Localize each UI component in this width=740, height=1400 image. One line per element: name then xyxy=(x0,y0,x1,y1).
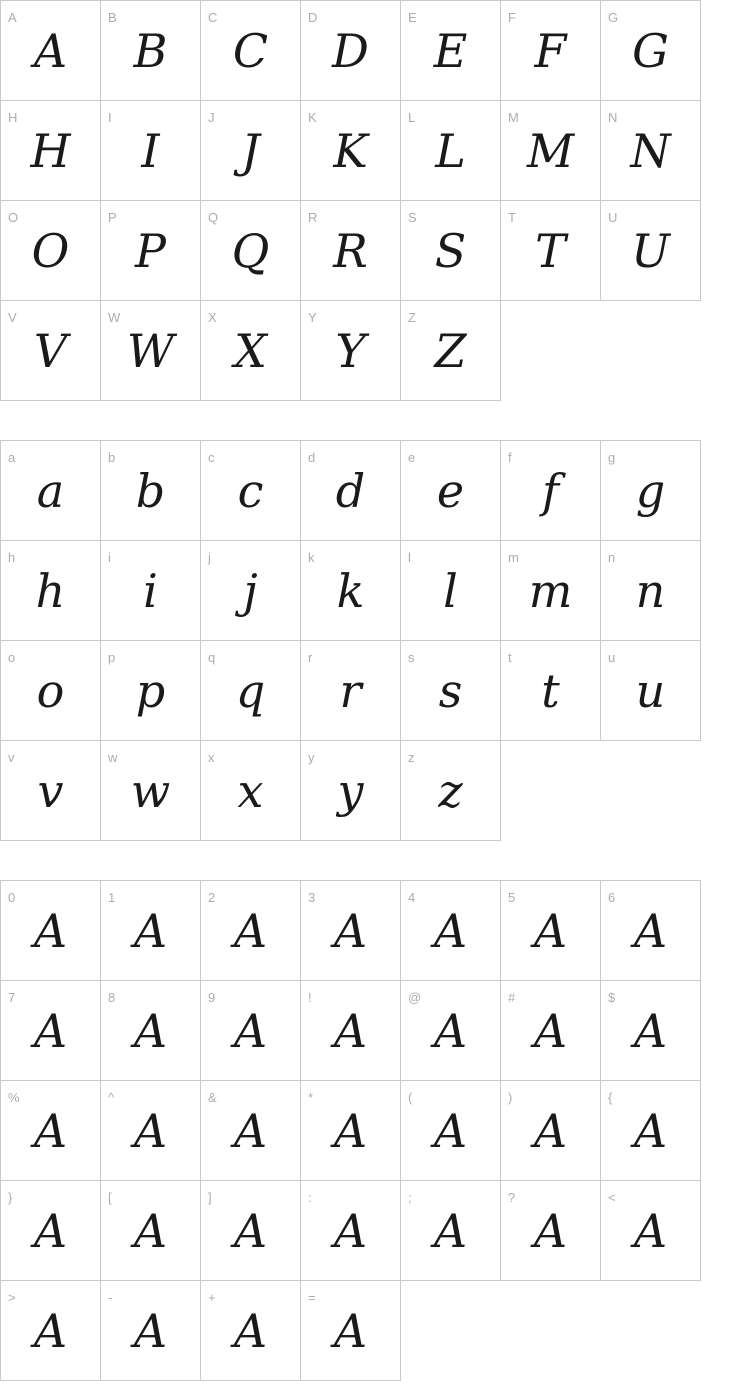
char-glyph: a xyxy=(36,464,65,518)
char-label: 0 xyxy=(8,890,16,905)
char-label: B xyxy=(108,10,117,25)
char-label: d xyxy=(308,450,316,465)
char-glyph: A xyxy=(633,1004,668,1058)
char-label: 7 xyxy=(8,990,16,1005)
char-glyph: x xyxy=(237,764,264,818)
char-cell-R xyxy=(300,200,401,301)
char-cell-{ xyxy=(600,1080,701,1181)
char-glyph: A xyxy=(433,904,468,958)
char-label: h xyxy=(8,550,16,565)
char-glyph: A xyxy=(633,1204,668,1258)
char-glyph: A xyxy=(33,904,68,958)
char-label: Q xyxy=(208,210,219,225)
char-cell-7 xyxy=(0,980,101,1081)
char-glyph: A xyxy=(333,1004,368,1058)
char-label: S xyxy=(408,210,417,225)
char-glyph: H xyxy=(30,124,71,178)
char-cell-; xyxy=(400,1180,501,1281)
char-cell-6 xyxy=(600,880,701,981)
char-glyph: M xyxy=(526,124,575,178)
char-glyph: A xyxy=(433,1104,468,1158)
char-label: % xyxy=(8,1090,20,1105)
char-label: b xyxy=(108,450,116,465)
char-label: $ xyxy=(608,990,616,1005)
char-label: y xyxy=(308,750,315,765)
char-cell-F xyxy=(500,0,601,101)
char-cell-# xyxy=(500,980,601,1081)
char-label: 8 xyxy=(108,990,116,1005)
char-label: > xyxy=(8,1290,16,1305)
char-cell-9 xyxy=(200,980,301,1081)
char-glyph: U xyxy=(631,224,670,278)
char-glyph: A xyxy=(333,904,368,958)
char-glyph: R xyxy=(333,224,368,278)
char-glyph: S xyxy=(434,224,467,278)
char-label: q xyxy=(208,650,216,665)
char-glyph: X xyxy=(234,324,267,378)
char-cell-A xyxy=(0,0,101,101)
char-label: l xyxy=(408,550,411,565)
lowercase-table xyxy=(0,440,701,841)
char-label: 6 xyxy=(608,890,616,905)
char-cell-( xyxy=(400,1080,501,1181)
char-glyph: F xyxy=(534,24,567,78)
char-label: K xyxy=(308,110,317,125)
char-label: ( xyxy=(408,1090,413,1105)
char-glyph: T xyxy=(535,224,566,278)
char-glyph: B xyxy=(133,24,168,78)
char-glyph: A xyxy=(633,904,668,958)
char-glyph: L xyxy=(435,124,466,178)
char-glyph: v xyxy=(37,764,64,818)
char-cell-V xyxy=(0,300,101,401)
char-label: : xyxy=(308,1190,312,1205)
char-glyph: n xyxy=(635,564,666,618)
char-glyph: N xyxy=(630,124,671,178)
char-cell-C xyxy=(200,0,301,101)
char-cell-l xyxy=(400,540,501,641)
char-label: ; xyxy=(408,1190,412,1205)
char-row xyxy=(0,740,701,841)
char-glyph: u xyxy=(635,664,666,718)
char-glyph: Y xyxy=(335,324,366,378)
char-glyph: A xyxy=(533,1004,568,1058)
char-cell-E xyxy=(400,0,501,101)
char-cell-+ xyxy=(200,1280,301,1381)
char-label: A xyxy=(8,10,17,25)
char-glyph: A xyxy=(33,24,68,78)
char-glyph: m xyxy=(528,564,573,618)
char-row xyxy=(0,1280,701,1381)
char-label: D xyxy=(308,10,318,25)
char-cell-5 xyxy=(500,880,601,981)
char-cell-= xyxy=(300,1280,401,1381)
char-glyph: k xyxy=(336,564,365,618)
char-label: w xyxy=(108,750,118,765)
char-label: 1 xyxy=(108,890,116,905)
char-cell-G xyxy=(600,0,701,101)
char-label: + xyxy=(208,1290,216,1305)
char-label: T xyxy=(508,210,516,225)
char-cell-] xyxy=(200,1180,301,1281)
char-label: * xyxy=(308,1090,314,1105)
char-glyph: i xyxy=(143,564,158,618)
char-glyph: A xyxy=(233,1004,268,1058)
char-row xyxy=(0,880,701,981)
char-row xyxy=(0,100,701,201)
char-glyph: E xyxy=(433,24,468,78)
char-glyph: e xyxy=(436,464,465,518)
char-glyph: A xyxy=(333,1104,368,1158)
char-glyph: s xyxy=(438,664,463,718)
char-glyph: A xyxy=(133,1004,168,1058)
char-label: - xyxy=(108,1290,113,1305)
char-cell-g xyxy=(600,440,701,541)
char-label: = xyxy=(308,1290,316,1305)
symbols-table xyxy=(0,880,701,1381)
char-label: c xyxy=(208,450,215,465)
char-cell-: xyxy=(300,1180,401,1281)
char-label: ^ xyxy=(108,1090,115,1105)
char-cell-b xyxy=(100,440,201,541)
char-label: k xyxy=(308,550,315,565)
char-cell-z xyxy=(400,740,501,841)
char-label: p xyxy=(108,650,116,665)
char-glyph: A xyxy=(533,1104,568,1158)
char-cell-W xyxy=(100,300,201,401)
char-label: e xyxy=(408,450,416,465)
char-glyph: g xyxy=(635,464,666,518)
char-cell-d xyxy=(300,440,401,541)
char-label: 3 xyxy=(308,890,316,905)
char-cell-) xyxy=(500,1080,601,1181)
char-cell-8 xyxy=(100,980,201,1081)
char-cell-i xyxy=(100,540,201,641)
char-glyph: A xyxy=(233,1304,268,1358)
char-label: f xyxy=(508,450,512,465)
char-cell-B xyxy=(100,0,201,101)
char-glyph: A xyxy=(33,1204,68,1258)
char-glyph: p xyxy=(135,664,166,718)
char-row xyxy=(0,640,701,741)
uppercase-table xyxy=(0,0,701,401)
char-glyph: J xyxy=(241,124,260,178)
char-glyph: Q xyxy=(231,224,270,278)
char-glyph: A xyxy=(233,1204,268,1258)
char-label: g xyxy=(608,450,616,465)
char-label: o xyxy=(8,650,16,665)
char-cell-O xyxy=(0,200,101,301)
char-cell-s xyxy=(400,640,501,741)
char-label: x xyxy=(208,750,215,765)
char-cell-< xyxy=(600,1180,701,1281)
char-label: ? xyxy=(508,1190,516,1205)
char-cell-o xyxy=(0,640,101,741)
char-label: j xyxy=(208,550,211,565)
char-cell-v xyxy=(0,740,101,841)
char-glyph: I xyxy=(141,124,160,178)
char-cell-^ xyxy=(100,1080,201,1181)
char-cell-& xyxy=(200,1080,301,1181)
char-glyph: A xyxy=(533,1204,568,1258)
char-label: 5 xyxy=(508,890,516,905)
char-glyph: A xyxy=(533,904,568,958)
char-cell-n xyxy=(600,540,701,641)
char-label: & xyxy=(208,1090,217,1105)
char-glyph: A xyxy=(133,1204,168,1258)
char-label: 9 xyxy=(208,990,216,1005)
char-label: n xyxy=(608,550,616,565)
char-glyph: A xyxy=(133,904,168,958)
char-cell-* xyxy=(300,1080,401,1181)
char-cell-K xyxy=(300,100,401,201)
char-glyph: A xyxy=(633,1104,668,1158)
char-label: N xyxy=(608,110,618,125)
char-label: C xyxy=(208,10,218,25)
char-glyph: A xyxy=(33,1004,68,1058)
char-label: r xyxy=(308,650,313,665)
char-cell-Y xyxy=(300,300,401,401)
char-glyph: A xyxy=(233,1104,268,1158)
char-cell-- xyxy=(100,1280,201,1381)
char-label: E xyxy=(408,10,417,25)
char-cell-M xyxy=(500,100,601,201)
char-glyph: j xyxy=(243,564,258,618)
char-label: 4 xyxy=(408,890,416,905)
char-cell-c xyxy=(200,440,301,541)
char-label: i xyxy=(108,550,111,565)
char-row xyxy=(0,300,701,401)
char-glyph: Z xyxy=(434,324,467,378)
char-cell-D xyxy=(300,0,401,101)
char-cell-h xyxy=(0,540,101,641)
char-glyph: l xyxy=(443,564,458,618)
char-cell-} xyxy=(0,1180,101,1281)
char-cell-> xyxy=(0,1280,101,1381)
char-label: W xyxy=(108,310,121,325)
char-cell-T xyxy=(500,200,601,301)
char-label: z xyxy=(408,750,415,765)
char-cell-y xyxy=(300,740,401,841)
char-cell-J xyxy=(200,100,301,201)
char-glyph: h xyxy=(35,564,66,618)
char-label: M xyxy=(508,110,519,125)
char-label: V xyxy=(8,310,17,325)
char-cell-U xyxy=(600,200,701,301)
char-row xyxy=(0,200,701,301)
char-glyph: c xyxy=(237,464,264,518)
char-glyph: V xyxy=(33,324,68,378)
char-row xyxy=(0,440,701,541)
char-label: J xyxy=(208,110,215,125)
char-cell-j xyxy=(200,540,301,641)
char-glyph: z xyxy=(438,764,463,818)
char-label: t xyxy=(508,650,512,665)
char-label: < xyxy=(608,1190,616,1205)
char-glyph: A xyxy=(333,1304,368,1358)
char-label: m xyxy=(508,550,519,565)
char-glyph: G xyxy=(632,24,669,78)
char-label: P xyxy=(108,210,117,225)
char-cell-H xyxy=(0,100,101,201)
char-label: X xyxy=(208,310,217,325)
char-glyph: A xyxy=(133,1304,168,1358)
char-label: G xyxy=(608,10,619,25)
char-cell-4 xyxy=(400,880,501,981)
char-cell-u xyxy=(600,640,701,741)
char-cell-r xyxy=(300,640,401,741)
char-row xyxy=(0,540,701,641)
char-label: Z xyxy=(408,310,416,325)
char-cell-p xyxy=(100,640,201,741)
char-glyph: K xyxy=(333,124,368,178)
char-label: [ xyxy=(108,1190,112,1205)
char-cell-1 xyxy=(100,880,201,981)
char-glyph: A xyxy=(33,1304,68,1358)
char-label: Y xyxy=(308,310,317,325)
char-glyph: A xyxy=(33,1104,68,1158)
char-cell-q xyxy=(200,640,301,741)
char-label: I xyxy=(108,110,112,125)
char-label: O xyxy=(8,210,19,225)
char-label: H xyxy=(8,110,18,125)
char-cell-a xyxy=(0,440,101,541)
char-cell-N xyxy=(600,100,701,201)
char-label: { xyxy=(608,1090,613,1105)
char-cell-@ xyxy=(400,980,501,1081)
char-glyph: o xyxy=(36,664,65,718)
char-glyph: r xyxy=(339,664,362,718)
char-glyph: O xyxy=(31,224,70,278)
char-cell-t xyxy=(500,640,601,741)
char-cell-2 xyxy=(200,880,301,981)
char-label: ) xyxy=(508,1090,513,1105)
char-glyph: y xyxy=(337,764,364,818)
char-glyph: P xyxy=(135,224,166,278)
char-row xyxy=(0,980,701,1081)
char-glyph: d xyxy=(335,464,366,518)
char-label: u xyxy=(608,650,616,665)
char-cell-? xyxy=(500,1180,601,1281)
char-cell-w xyxy=(100,740,201,841)
char-cell-L xyxy=(400,100,501,201)
char-cell-! xyxy=(300,980,401,1081)
char-glyph: D xyxy=(332,24,369,78)
char-glyph: w xyxy=(130,764,171,818)
char-glyph: A xyxy=(433,1004,468,1058)
char-label: s xyxy=(408,650,415,665)
char-label: 2 xyxy=(208,890,216,905)
char-row xyxy=(0,0,701,101)
char-label: F xyxy=(508,10,516,25)
char-label: ! xyxy=(308,990,312,1005)
char-cell-I xyxy=(100,100,201,201)
char-glyph: W xyxy=(126,324,175,378)
char-glyph: C xyxy=(232,24,269,78)
char-label: U xyxy=(608,210,618,225)
char-cell-m xyxy=(500,540,601,641)
char-label: # xyxy=(508,990,516,1005)
char-glyph: t xyxy=(541,664,560,718)
char-glyph: q xyxy=(235,664,266,718)
char-glyph: A xyxy=(133,1104,168,1158)
char-cell-[ xyxy=(100,1180,201,1281)
char-glyph: f xyxy=(541,464,560,518)
char-cell-0 xyxy=(0,880,101,981)
char-label: a xyxy=(8,450,16,465)
char-glyph: A xyxy=(333,1204,368,1258)
char-label: R xyxy=(308,210,318,225)
char-cell-X xyxy=(200,300,301,401)
char-label: ] xyxy=(208,1190,212,1205)
char-cell-S xyxy=(400,200,501,301)
char-cell-$ xyxy=(600,980,701,1081)
char-row xyxy=(0,1080,701,1181)
char-cell-x xyxy=(200,740,301,841)
char-glyph: A xyxy=(233,904,268,958)
char-cell-Q xyxy=(200,200,301,301)
char-row xyxy=(0,1180,701,1281)
char-glyph: A xyxy=(433,1204,468,1258)
char-label: v xyxy=(8,750,15,765)
char-cell-e xyxy=(400,440,501,541)
char-cell-3 xyxy=(300,880,401,981)
char-label: @ xyxy=(408,990,422,1005)
char-label: } xyxy=(8,1190,13,1205)
char-cell-k xyxy=(300,540,401,641)
char-cell-f xyxy=(500,440,601,541)
char-glyph: b xyxy=(135,464,166,518)
char-cell-P xyxy=(100,200,201,301)
char-cell-% xyxy=(0,1080,101,1181)
char-cell-Z xyxy=(400,300,501,401)
char-label: L xyxy=(408,110,416,125)
